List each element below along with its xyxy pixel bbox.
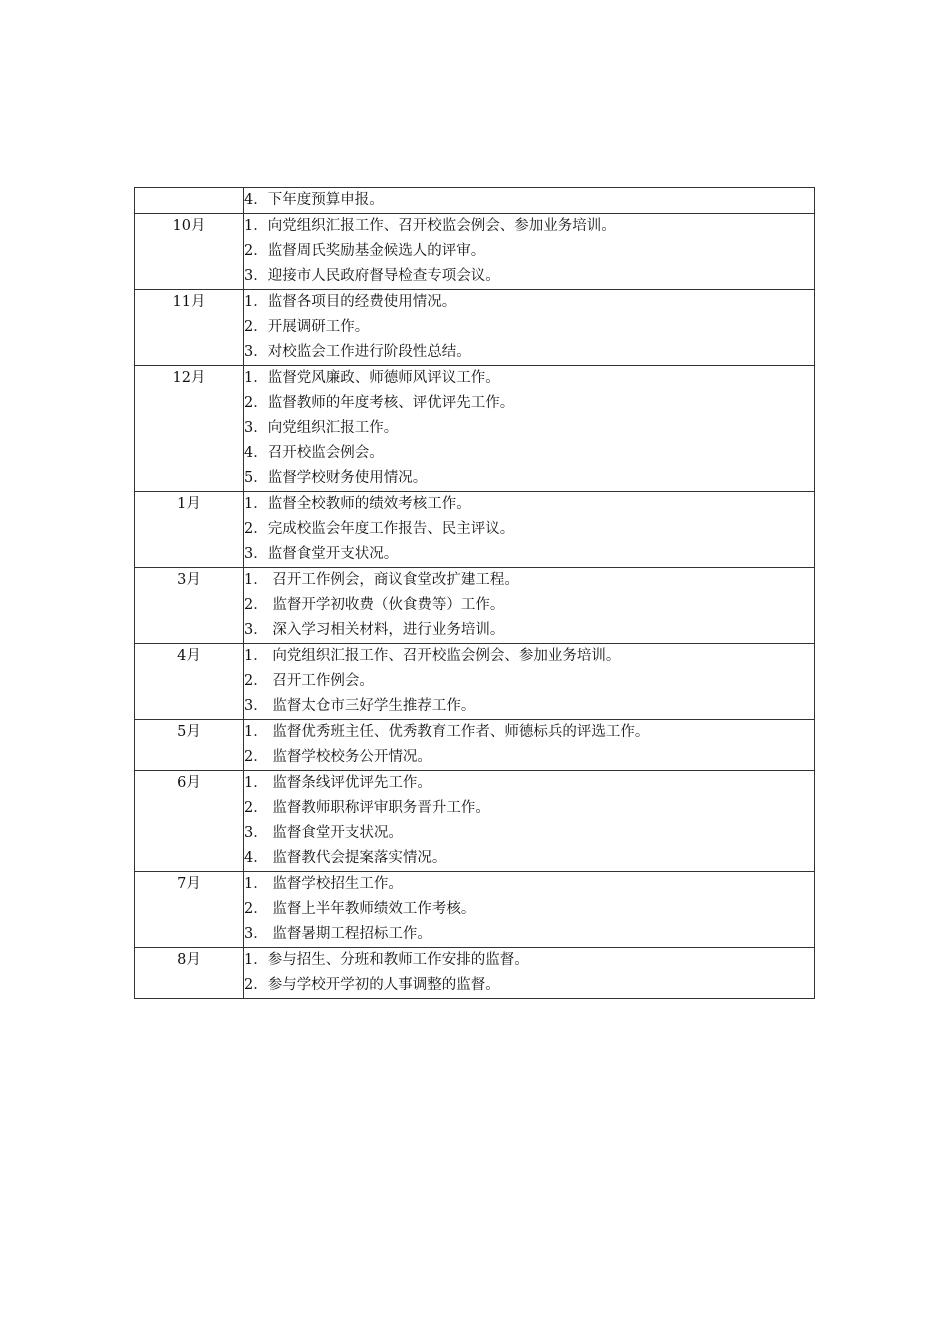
task-item: 1． 召开工作例会，商议食堂改扩建工程。 [244,572,519,588]
month-cell: 6月 [135,771,244,872]
task-item: 1． 监督学校招生工作。 [244,876,403,892]
month-cell: 7月 [135,872,244,948]
month-row [135,568,815,644]
month-row [135,948,815,999]
task-item: 5．监督学校财务使用情况。 [244,470,428,486]
month-cell: 12月 [135,366,244,492]
task-item: 3． 监督食堂开支状况。 [244,825,403,841]
task-item: 3． 监督暑期工程招标工作。 [244,926,432,942]
task-item: 1．向党组织汇报工作、召开校监会例会、参加业务培训。 [244,218,616,234]
tasks-cell [244,214,815,290]
month-row [135,720,815,771]
task-item: 4．下年度预算申报。 [244,192,384,208]
work-plan-body [135,188,815,999]
month-row [135,188,815,214]
month-cell: 8月 [135,948,244,999]
month-cell: 3月 [135,568,244,644]
tasks-cell [244,720,815,771]
task-item: 3．迎接市人民政府督导检查专项会议。 [244,268,500,284]
task-item: 3．向党组织汇报工作。 [244,420,399,436]
task-item: 1． 监督条线评优评先工作。 [244,775,432,791]
month-row [135,771,815,872]
month-cell: 11月 [135,290,244,366]
month-cell: 4月 [135,644,244,720]
month-cell: 5月 [135,720,244,771]
task-item: 1．监督各项目的经费使用情况。 [244,294,457,310]
tasks-cell [244,771,815,872]
task-item: 2．开展调研工作。 [244,319,370,335]
task-item: 4． 监督教代会提案落实情况。 [244,850,447,866]
month-row [135,214,815,290]
month-cell: 1月 [135,492,244,568]
month-row [135,644,815,720]
task-item: 1．监督党风廉政、师德师风评议工作。 [244,370,500,386]
task-item: 2． 监督开学初收费（伙食费等）工作。 [244,597,505,613]
task-item: 1． 向党组织汇报工作、召开校监会例会、参加业务培训。 [244,648,621,664]
tasks-cell [244,366,815,492]
task-item: 3．监督食堂开支状况。 [244,546,399,562]
tasks-cell [244,644,815,720]
task-item: 2． 监督学校校务公开情况。 [244,749,432,765]
task-item: 3． 深入学习相关材料，进行业务培训。 [244,622,505,638]
task-item: 3．对校监会工作进行阶段性总结。 [244,344,471,360]
task-item: 2． 召开工作例会。 [244,673,374,689]
tasks-cell [244,290,815,366]
tasks-cell [244,568,815,644]
month-row [135,872,815,948]
task-item: 3． 监督太仓市三好学生推荐工作。 [244,698,476,714]
task-item: 1．监督全校教师的绩效考核工作。 [244,496,471,512]
tasks-cell [244,188,815,214]
month-row [135,492,815,568]
task-item: 4．召开校监会例会。 [244,445,384,461]
tasks-cell [244,492,815,568]
task-item: 2． 监督上半年教师绩效工作考核。 [244,901,476,917]
task-item: 1．参与招生、分班和教师工作安排的监督。 [244,952,529,968]
tasks-cell [244,948,815,999]
task-item: 2．监督教师的年度考核、评优评先工作。 [244,395,515,411]
task-item: 2．监督周氏奖励基金候选人的评审。 [244,243,486,259]
task-item: 1． 监督优秀班主任、优秀教育工作者、师德标兵的评选工作。 [244,724,650,740]
month-row [135,290,815,366]
task-item: 2． 监督教师职称评审职务晋升工作。 [244,800,490,816]
tasks-cell [244,872,815,948]
month-row [135,366,815,492]
task-item: 2．参与学校开学初的人事调整的监督。 [244,977,500,993]
work-plan-table [134,187,815,999]
month-cell: 10月 [135,214,244,290]
month-cell [135,188,244,214]
task-item: 2．完成校监会年度工作报告、民主评议。 [244,521,515,537]
